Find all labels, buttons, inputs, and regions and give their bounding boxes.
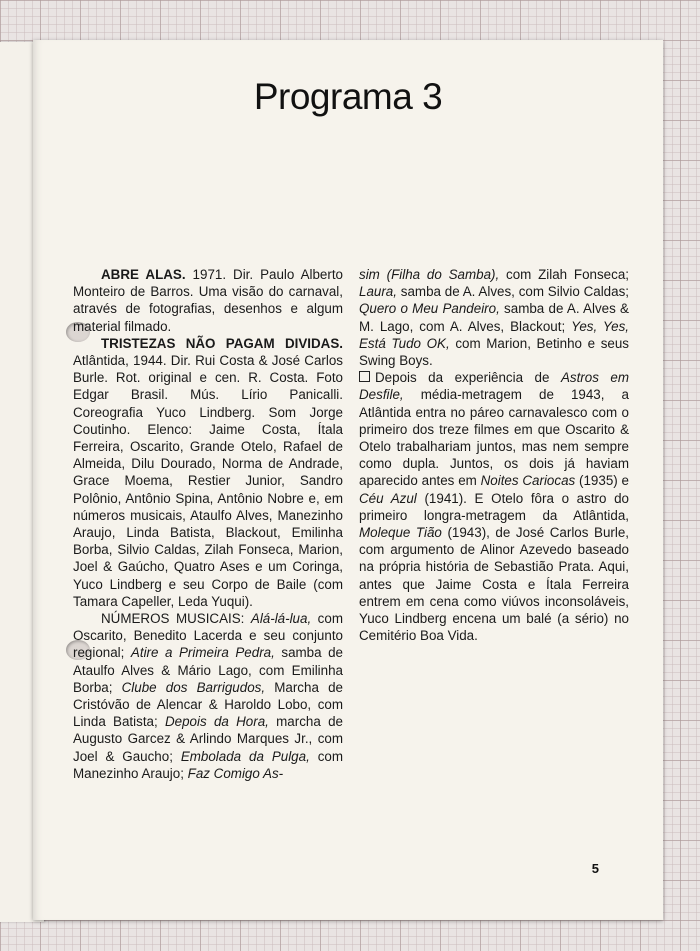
song-title: sim (Filha do Samba),	[359, 267, 500, 282]
text-run: com Oscarito, Benedito Lacerda e seu conjunto regional;	[73, 611, 343, 661]
text-run: com Manezinho Araujo;	[73, 748, 343, 781]
text-run: NÚMEROS MUSICAIS:	[101, 611, 251, 627]
text-run: Marcha de Cristóvão de Alencar & Haroldo Lobo, com Linda Batista;	[73, 679, 343, 730]
song-title: Clube dos Barrigudos,	[121, 679, 266, 695]
entry-heading: TRISTEZAS NÃO PAGAM DIVIDAS.	[101, 335, 343, 351]
right-column	[359, 266, 629, 644]
text-run: samba de A. Alves, com Silvio Caldas;	[396, 284, 629, 300]
film-title: Céu Azul	[359, 490, 417, 506]
entry-text: 1971. Dir. Paulo Alberto Monteiro de Barros. Uma visão do carnaval, através de fotografias, desenhos e algum material filmado.	[73, 267, 343, 334]
song-title: Atire a Primeira Pedra,	[130, 645, 275, 661]
musical-numbers-continued	[359, 266, 629, 369]
song-title: Faz Comigo As-	[187, 765, 284, 781]
song-title: Alá-lá-lua,	[250, 611, 312, 627]
entry-tristezas	[73, 335, 343, 610]
commentary	[359, 369, 629, 644]
text-run: (1941). E Otelo fôra o astro do primeiro longra-metragem da Atlântida,	[359, 490, 630, 523]
text-run: marcha de Augusto Garcez & Arlindo Marques Jr., com Joel & Gaucho;	[73, 714, 343, 764]
song-title: Embolada da Pulga,	[180, 748, 310, 764]
song-title: Laura,	[359, 284, 397, 300]
text-run: média-metragem de 1943, a Atlântida entra no páreo carnavalesco com o primeiro dos treze filmes em que Oscarito & Otelo trabalhariam juntos, mas nem sempre como dupla. Juntos, os dois já haviam aparecido antes em	[359, 387, 629, 489]
film-title: Moleque Tião	[359, 525, 442, 541]
booklet-page	[33, 40, 663, 920]
text-run: com Zilah Fonseca;	[499, 267, 629, 282]
text-run: samba de Ataulfo Alves & Mário Lago, com Emilinha Borba;	[73, 645, 343, 695]
text-run: (1943), de José Carlos Burle, com argumento de Alinor Azevedo baseado na própria história de Sebastião Prata. Aqui, antes que Jaime Costa e Ítala Ferreira entrem em cena como viúvos inconsoláveis, Yuco Lindberg encena um balé (a sério) no Cemitério Boa Vida.	[359, 525, 629, 644]
song-title: Quero o Meu Pandeiro,	[359, 301, 500, 317]
page-title: Programa 3	[253, 76, 443, 117]
entry-heading: ABRE ALAS.	[101, 267, 186, 282]
film-title: Noites Cariocas	[480, 473, 576, 489]
text-run: samba de A. Alves & M. Lago, com A. Alves, Blackout;	[359, 301, 629, 334]
film-title: Astros em Desfile,	[359, 370, 629, 403]
text-run: com Marion, Betinho e seus Swing Boys.	[359, 335, 629, 369]
text-run: Depois da experiência de	[375, 370, 561, 386]
song-title: Depois da Hora,	[164, 714, 269, 730]
song-title: Yes, Yes, Está Tudo OK,	[359, 318, 629, 351]
text-run: (1935) e	[575, 473, 629, 489]
musical-numbers	[73, 610, 343, 782]
entry-text: Atlântida, 1944. Dir. Rui Costa & José Carlos Burle. Rot. original e cen. R. Costa. Foto Edgar Brasil. Mús. Lírio Panicalli. Coreografia Yuco Lindberg. Som Jorge Coutinho. Elenco: Jaime Costa, Ítala Ferreira, Oscarito, Grande Otelo, Rafael de Almeida, Dilu Dourado, Norma de Andrade, Grace Moema, Restier Junior, Sandro Polônio, Antônio Spina, Antônio Nobre e, em números musicais, Ataulfo Alves, Manezinho Araujo, Linda Batista, Blackout, Emilinha Borba, Silvio Caldas, Zilah Fonseca, Marion, Joel & Gaúcho, Quatro Ases e um Coringa, Yuco Lindberg e seu Corpo de Baile (com Tamara Capeller, Leda Yuqui).	[73, 353, 343, 609]
page-number: 5	[591, 861, 599, 876]
left-column	[73, 266, 343, 782]
square-bullet-icon	[359, 371, 370, 382]
entry-abre-alas	[73, 266, 343, 335]
